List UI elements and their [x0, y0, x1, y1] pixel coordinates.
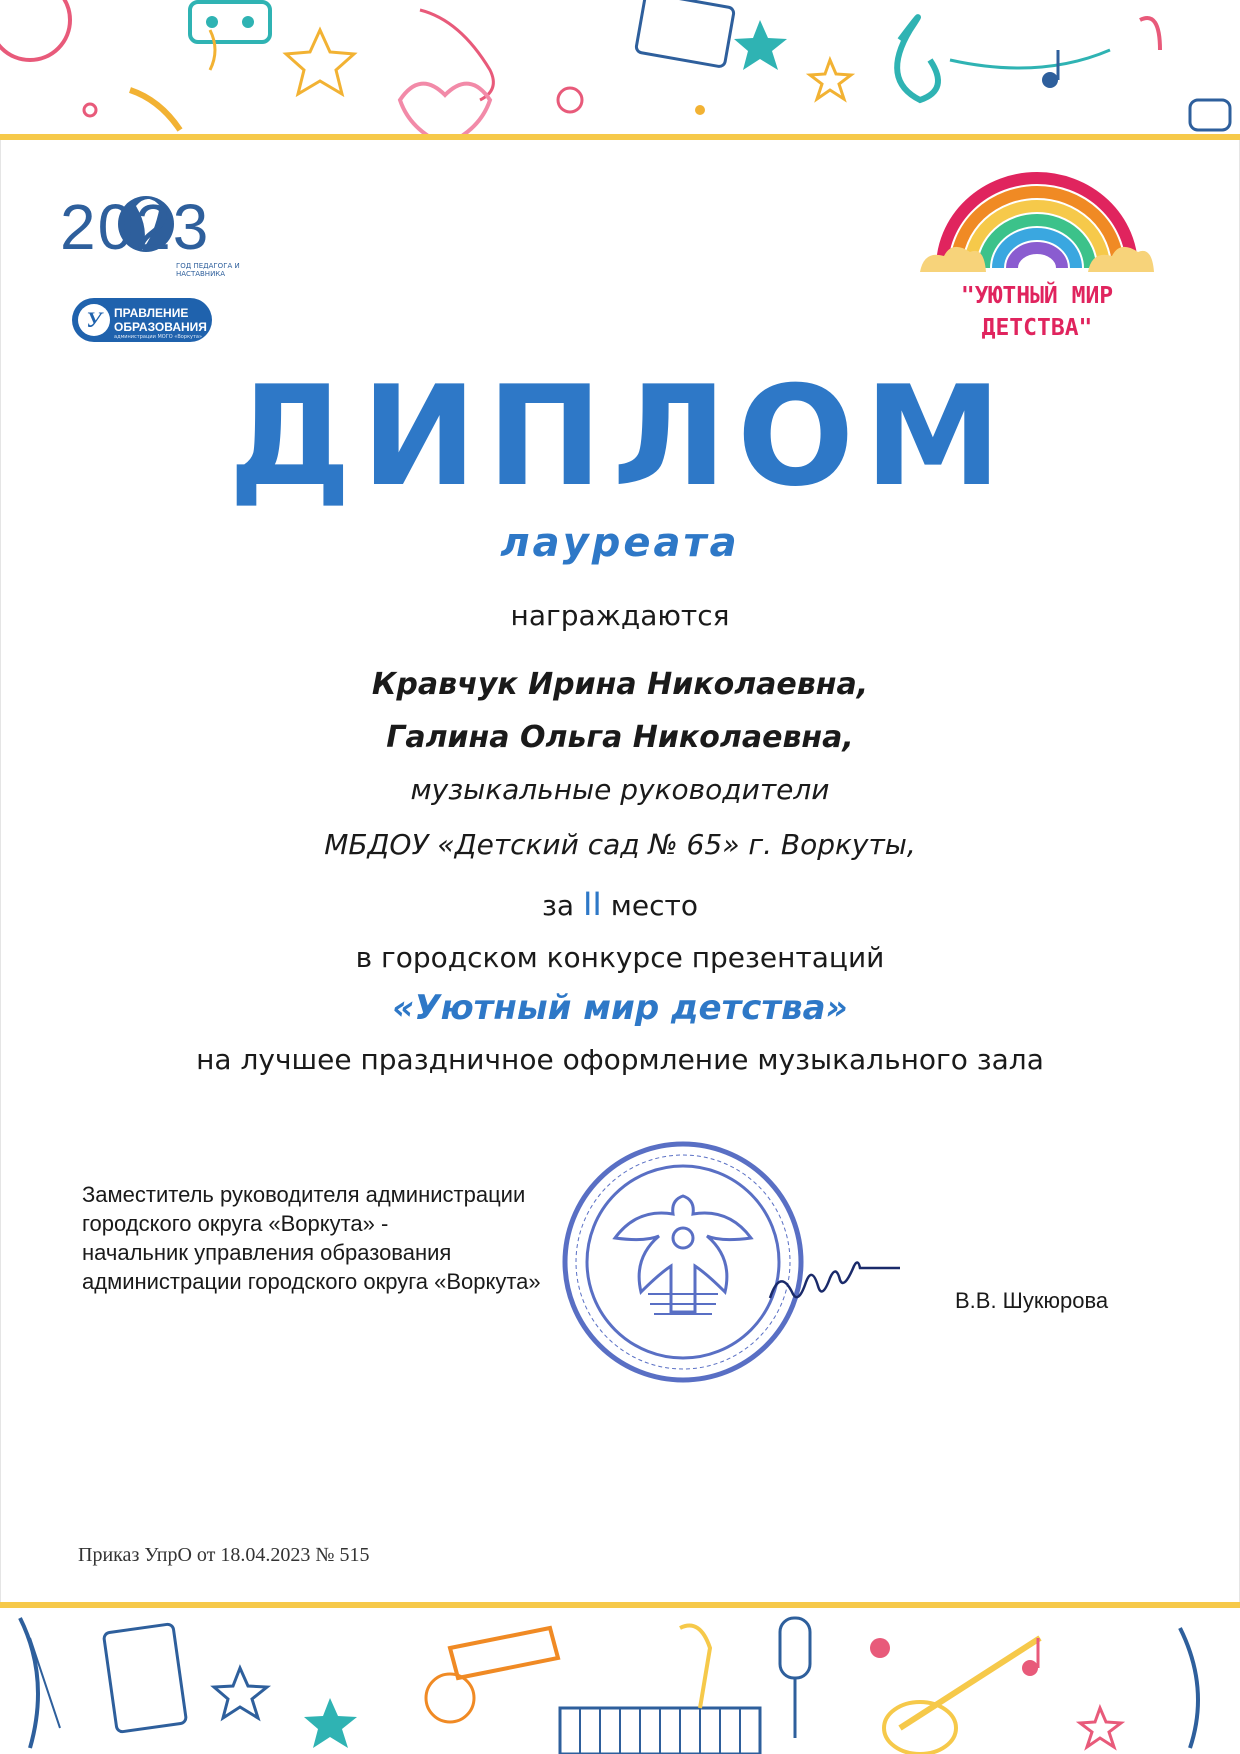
signatory-name: В.В. Шукюрова — [955, 1288, 1109, 1313]
year-text: 2023 — [60, 191, 211, 263]
contest-logo-line1: "УЮТНЫЙ МИР — [960, 283, 1114, 309]
top-decorative-band — [0, 0, 1240, 140]
department-logo-line1: ПРАВЛЕНИЕ — [114, 306, 189, 320]
year-of-teacher-logo — [60, 180, 240, 280]
recipient-organization: МБДОУ «Детский сад № 65» г. Воркуты, — [324, 828, 916, 861]
saxophone-icon — [680, 1626, 710, 1709]
contest-logo-line2: ДЕТСТВА" — [981, 315, 1093, 341]
awarded-text: награждаются — [510, 599, 730, 632]
trumpet-icon — [450, 1628, 558, 1678]
sheet-music-icon — [103, 1624, 186, 1733]
recipient-1: Кравчук Ирина Николаевна, — [371, 667, 869, 702]
treble-clef-icon — [897, 17, 938, 100]
disco-ball-icon — [0, 0, 70, 60]
signatory-line-2: городского округа «Воркута» - — [82, 1211, 389, 1236]
sheet-music-icon — [635, 0, 734, 67]
harp-icon — [20, 1618, 38, 1748]
contest-name: «Уютный мир детства» — [392, 988, 848, 1028]
contest-topic: на лучшее праздничное оформление музыкального зала — [196, 1043, 1044, 1076]
place-number: II — [582, 885, 602, 923]
signatory-line-4: администрации городского округа «Воркута» — [82, 1269, 541, 1294]
department-emblem-icon: У — [78, 304, 110, 336]
radio-icon — [190, 2, 270, 42]
handwritten-signature — [760, 1258, 900, 1318]
contest-logo — [912, 168, 1162, 348]
year-caption: ГОД ПЕДАГОГА И НАСТАВНИКА — [176, 262, 240, 278]
contest-line: в городском конкурсе презентаций — [355, 941, 885, 974]
department-logo-caption: администрации МОГО «Воркута» — [114, 334, 203, 340]
heart-icon — [400, 84, 490, 140]
rainbow-icon — [912, 168, 1162, 278]
signatory-line-1: Заместитель руководителя администрации — [82, 1182, 526, 1207]
star-icon — [304, 1698, 357, 1748]
diploma-subtitle: лауреата — [500, 520, 740, 566]
recipient-position: музыкальные руководители — [410, 773, 830, 806]
place-line — [0, 884, 1240, 926]
star-icon — [286, 30, 354, 94]
recipient-2: Галина Ольга Николаевна, — [386, 720, 854, 755]
place-suffix: место — [610, 889, 698, 922]
order-reference: Приказ УпрО от 18.04.2023 № 515 — [78, 1544, 370, 1566]
star-icon — [214, 1668, 267, 1718]
department-logo-line2: ОБРАЗОВАНИЯ — [114, 320, 207, 334]
saxophone-icon — [130, 90, 180, 130]
guitar-icon — [900, 1638, 1040, 1728]
education-department-logo — [72, 298, 212, 342]
bottom-decorative-band — [0, 1608, 1240, 1754]
place-prefix: за — [542, 889, 575, 922]
star-icon — [734, 20, 787, 70]
microphone-icon — [780, 1618, 810, 1678]
signatory-line-3: начальник управления образования — [82, 1240, 452, 1265]
diploma-title: ДИПЛОМ — [228, 356, 1012, 517]
